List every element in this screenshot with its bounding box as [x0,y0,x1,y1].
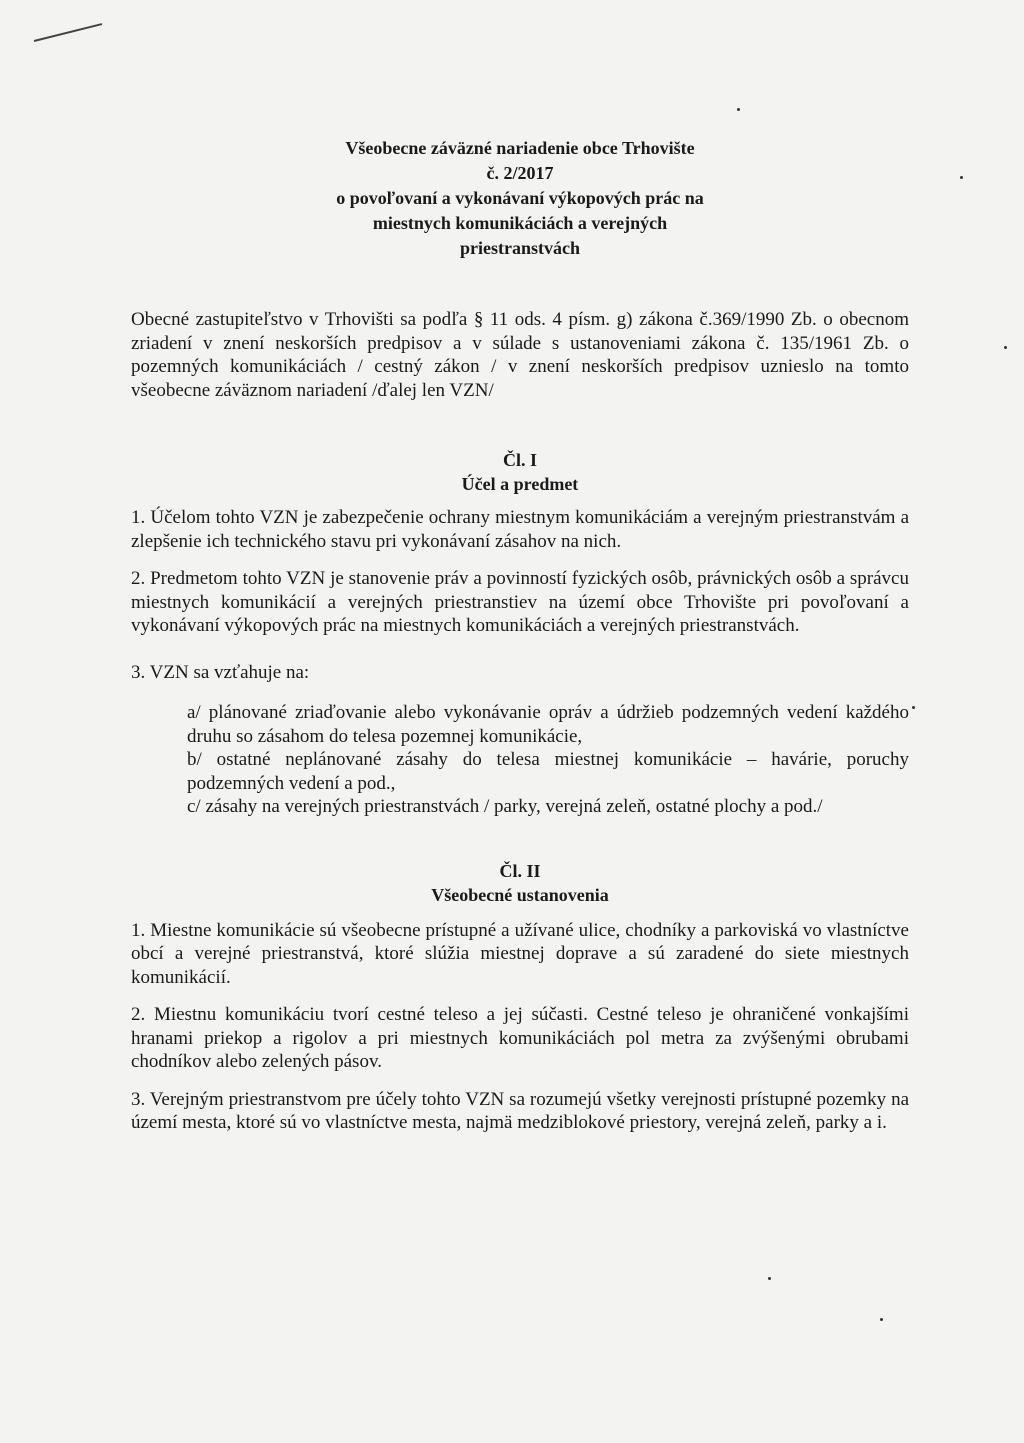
list-item: b/ ostatné neplánované zásahy do telesa miestnej komunikácie – havárie, poruchy podzemných vedení a pod., [187,749,909,794]
title-line: miestnych komunikáciách a verejných [372,213,668,233]
article-1-paragraph-1: 1. Účelom tohto VZN je zabezpečenie ochrany miestnym komunikáciám a verejným priestranstvám a zlepšenie ich technického stavu pri vykonávaní zásahov na nich. [131,507,909,552]
article-2-paragraph-2: 2. Miestnu komunikáciu tvorí cestné teleso a jej súčasti. Cestné teleso je ohraničené vonkajšími hranami priekop a rigolov a pri miestnych komunikáciách pol metra za zvýšenými obrubami chodníkov alebo zelených pásov. [131,1004,909,1072]
document-title [131,136,909,261]
scope-list [187,701,909,819]
scan-speck [960,176,963,179]
article-1-heading [131,448,909,496]
scan-mark [34,23,102,42]
article-title: Všeobecné ustanovenia [431,884,609,905]
article-1-paragraph-2: 2. Predmetom tohto VZN je stanovenie práv a povinností fyzických osôb, právnických osôb a správcu miestnych komunikácií a verejných priestranstiev na území obce Trhovište pri povoľovaní a vykonávaní výkopových prác na miestnych komunikáciách a verejných priestranstvách. [131,568,909,636]
title-line: o povoľovaní a vykonávaní výkopových prác na [336,188,704,208]
scan-speck [912,706,915,709]
list-item: a/ plánované zriaďovanie alebo vykonávanie opráv a údržieb podzemných vedení každého druhu so zásahom do telesa pozemnej komunikácie, [187,702,909,747]
list-item: c/ zásahy na verejných priestranstvách / parky, verejná zeleň, ostatné plochy a pod./ [187,796,823,817]
scan-speck [768,1277,771,1280]
article-number: Čl. I [502,450,537,470]
preamble: Obecné zastupiteľstvo v Trhovišti sa podľa § 11 ods. 4 písm. g) zákona č.369/1990 Zb. o obecnom zriadení v znení neskorších predpisov a v súlade s ustanoveniami zákona č. 135/1961 Zb. o pozemných komunikáciách / cestný zákon / v znení neskorších predpisov uznieslo na tomto všeobecne záväznom nariadení /ďalej len VZN/ [131,309,909,401]
article-2-heading [131,859,909,907]
article-number: Čl. II [499,860,541,881]
article-2-paragraph-3: 3. Verejným priestranstvom pre účely tohto VZN sa rozumejú všetky verejnosti prístupné pozemky na území mesta, ktoré sú vo vlastníctve mesta, najmä medziblokové priestory, verejná zeleň, parky a i. [131,1088,909,1133]
scan-speck [880,1318,883,1321]
scan-speck [737,108,740,111]
title-line: Všeobecne záväzné nariadenie obce Trhovište [345,138,695,158]
scan-speck [1004,346,1007,349]
article-title: Účel a predmet [461,474,579,494]
title-line: priestranstvách [460,238,580,258]
article-1-paragraph-3: 3. VZN sa vzťahuje na: [131,661,310,683]
regulation-number: č. 2/2017 [486,163,554,183]
article-2-paragraph-1: 1. Miestne komunikácie sú všeobecne prístupné a užívané ulice, chodníky a parkoviská vo vlastníctve obcí a verejné priestranstvá, ktoré slúžia miestnej doprave a sú zaradené do siete miestnych komunikácií. [131,919,909,988]
document-body [131,136,909,1135]
